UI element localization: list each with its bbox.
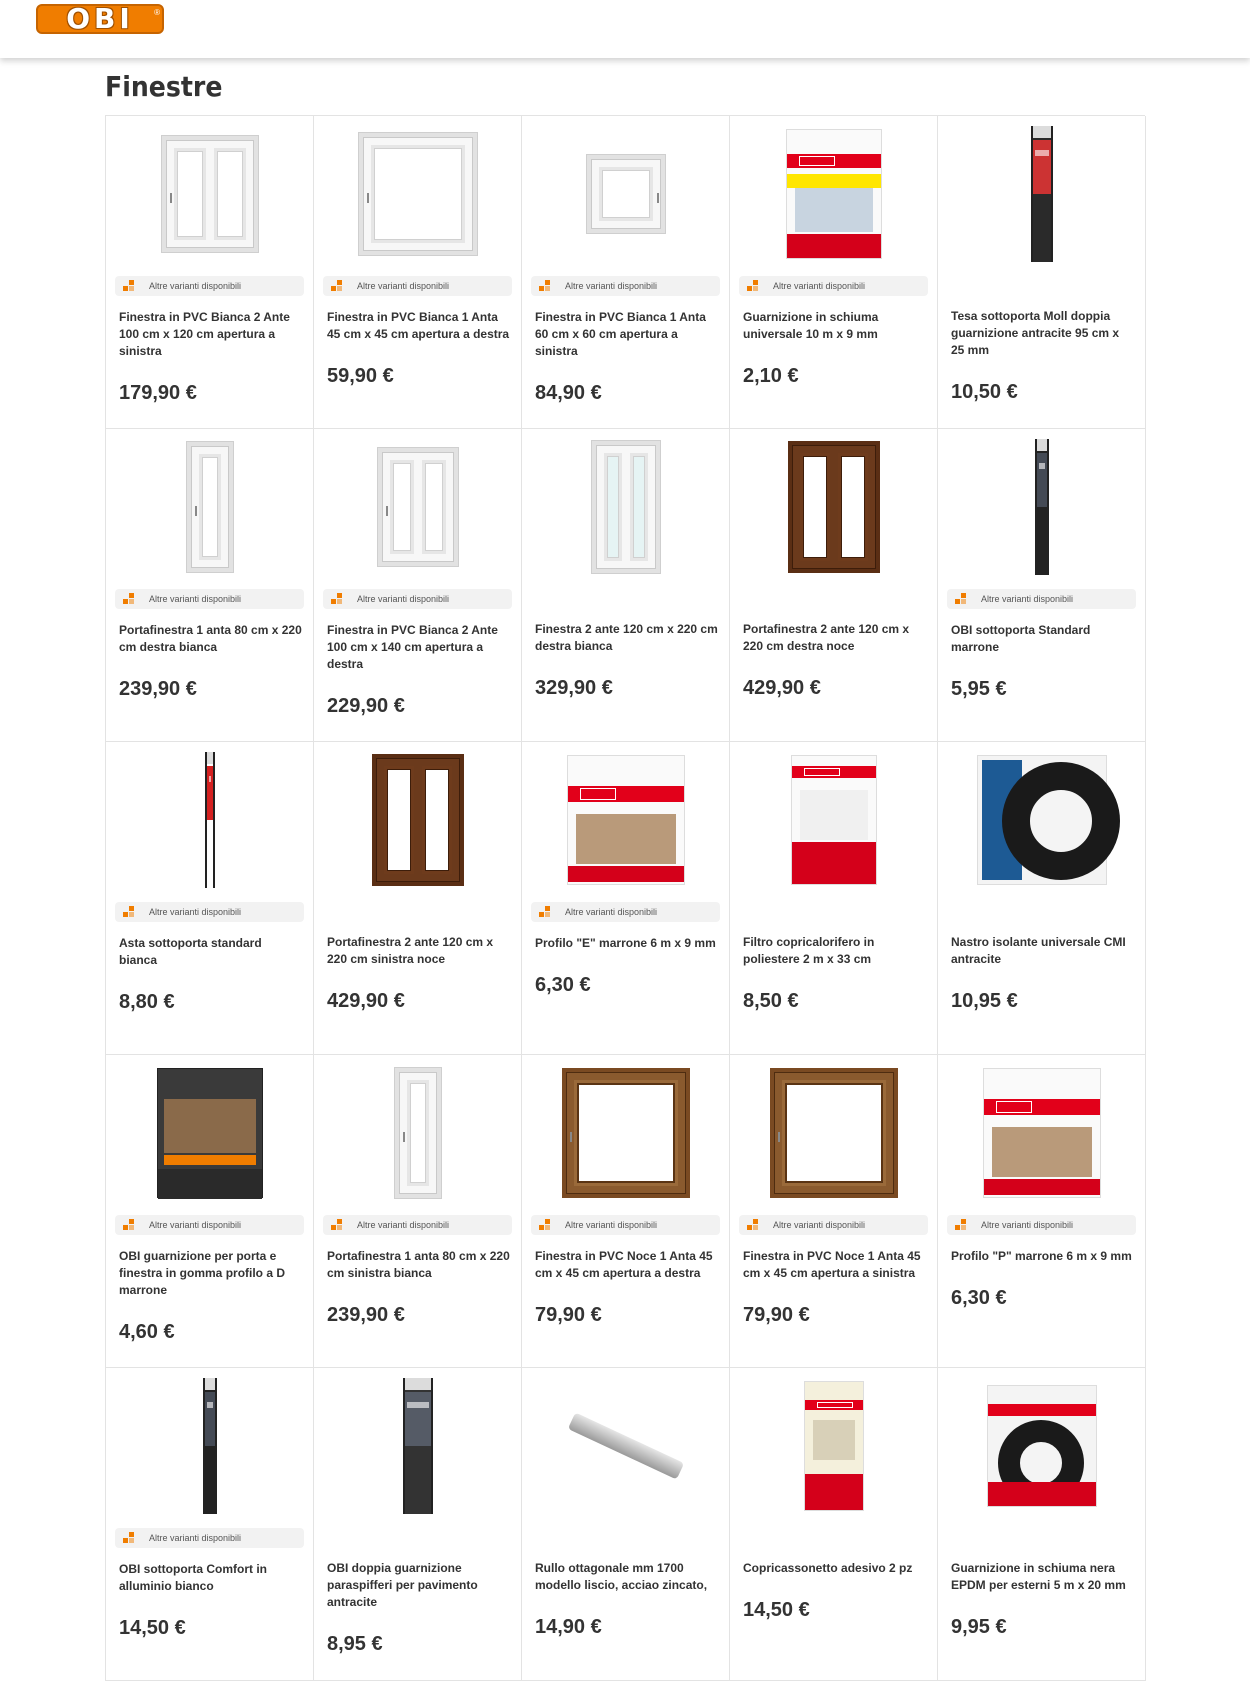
- product-image[interactable]: [532, 1376, 719, 1516]
- product-image[interactable]: [948, 750, 1135, 890]
- product-title[interactable]: Portafinestra 1 anta 80 cm x 220 cm sinistra bianca: [327, 1249, 510, 1280]
- product-title[interactable]: Filtro copricalorifero in poliestere 2 m x 33 cm: [743, 935, 875, 966]
- variants-label: Altre varianti disponibili: [565, 281, 658, 291]
- product-title[interactable]: Guarnizione in schiuma nera EPDM per esterni 5 m x 20 mm: [951, 1561, 1126, 1592]
- product-price: 79,90 €: [535, 1304, 602, 1326]
- product-price: 14,50 €: [119, 1617, 186, 1639]
- variants-icon: [955, 593, 967, 605]
- product-price: 6,30 €: [535, 974, 591, 996]
- product-title[interactable]: OBI guarnizione per porta e finestra in gomma profilo a D marrone: [119, 1249, 286, 1297]
- variants-icon: [331, 280, 343, 292]
- variants-icon: [539, 906, 551, 918]
- product-card[interactable]: [314, 1055, 522, 1368]
- product-image[interactable]: [324, 437, 511, 577]
- product-title[interactable]: Copricassonetto adesivo 2 pz: [743, 1561, 913, 1575]
- variants-label: Altre varianti disponibili: [565, 907, 658, 917]
- obi-logo[interactable]: [36, 4, 164, 34]
- product-title[interactable]: Finestra 2 ante 120 cm x 220 cm destra bianca: [535, 622, 718, 653]
- product-price: 84,90 €: [535, 382, 602, 404]
- product-card[interactable]: [314, 429, 522, 742]
- variants-badge[interactable]: [739, 276, 928, 296]
- product-card[interactable]: [314, 742, 522, 1055]
- product-card[interactable]: [522, 116, 730, 429]
- page-title: Finestre: [105, 70, 223, 103]
- variants-badge[interactable]: [115, 276, 304, 296]
- product-title[interactable]: Finestra in PVC Bianca 2 Ante 100 cm x 140 cm apertura a destra: [327, 623, 498, 671]
- product-title[interactable]: Portafinestra 2 ante 120 cm x 220 cm sinistra noce: [327, 935, 494, 966]
- product-price: 6,30 €: [951, 1287, 1007, 1309]
- product-card[interactable]: [106, 116, 314, 429]
- product-price: 8,95 €: [327, 1633, 383, 1655]
- variants-badge[interactable]: [323, 589, 512, 609]
- variants-icon: [123, 906, 135, 918]
- product-price: 8,80 €: [119, 991, 175, 1013]
- logo-text: OBI: [66, 2, 134, 35]
- product-card[interactable]: [730, 1055, 938, 1368]
- product-title[interactable]: OBI doppia guarnizione paraspifferi per pavimento antracite: [327, 1561, 478, 1609]
- variants-label: Altre varianti disponibili: [149, 1220, 242, 1230]
- product-image[interactable]: [324, 1376, 511, 1516]
- product-price: 239,90 €: [327, 1304, 405, 1326]
- product-grid: [105, 115, 1145, 1681]
- product-card[interactable]: [314, 1368, 522, 1681]
- variants-label: Altre varianti disponibili: [773, 281, 866, 291]
- product-price: 429,90 €: [743, 677, 821, 699]
- product-image[interactable]: [324, 1063, 511, 1203]
- product-price: 10,95 €: [951, 990, 1018, 1012]
- product-price: 10,50 €: [951, 381, 1018, 403]
- product-card[interactable]: [730, 429, 938, 742]
- variants-badge[interactable]: [531, 276, 720, 296]
- product-title[interactable]: OBI sottoporta Comfort in alluminio bianco: [119, 1562, 267, 1593]
- logo-mark: ®: [154, 8, 160, 17]
- variants-label: Altre varianti disponibili: [149, 907, 242, 917]
- variants-icon: [123, 280, 135, 292]
- variants-icon: [747, 1219, 759, 1231]
- product-card[interactable]: [106, 1055, 314, 1368]
- variants-label: Altre varianti disponibili: [149, 281, 242, 291]
- variants-badge[interactable]: [323, 1215, 512, 1235]
- product-title[interactable]: Finestra in PVC Bianca 1 Anta 60 cm x 60 cm apertura a sinistra: [535, 310, 706, 358]
- variants-icon: [331, 1219, 343, 1231]
- site-header: [0, 0, 1250, 58]
- product-price: 14,90 €: [535, 1616, 602, 1638]
- product-card[interactable]: [938, 742, 1146, 1055]
- product-image[interactable]: [948, 437, 1135, 577]
- product-card[interactable]: [938, 1368, 1146, 1681]
- product-card[interactable]: [106, 429, 314, 742]
- product-title[interactable]: OBI sottoporta Standard marrone: [951, 623, 1091, 654]
- product-image[interactable]: [948, 124, 1135, 264]
- product-image[interactable]: [740, 1376, 927, 1516]
- product-image[interactable]: [116, 437, 303, 577]
- variants-badge[interactable]: [115, 1528, 304, 1548]
- variants-icon: [123, 1219, 135, 1231]
- product-image[interactable]: [740, 750, 927, 890]
- product-title[interactable]: Finestra in PVC Noce 1 Anta 45 cm x 45 cm apertura a destra: [535, 1249, 713, 1280]
- product-image[interactable]: [116, 124, 303, 264]
- product-card[interactable]: [730, 116, 938, 429]
- product-title[interactable]: Guarnizione in schiuma universale 10 m x 9 mm: [743, 310, 879, 341]
- variants-icon: [539, 1219, 551, 1231]
- product-image[interactable]: [532, 750, 719, 890]
- variants-badge[interactable]: [115, 1215, 304, 1235]
- product-title[interactable]: Finestra in PVC Bianca 1 Anta 45 cm x 45 cm apertura a destra: [327, 310, 510, 341]
- variants-badge[interactable]: [115, 589, 304, 609]
- product-title[interactable]: Finestra in PVC Bianca 2 Ante 100 cm x 120 cm apertura a sinistra: [119, 310, 290, 358]
- variants-icon: [747, 280, 759, 292]
- product-card[interactable]: [106, 1368, 314, 1681]
- variants-badge[interactable]: [531, 1215, 720, 1235]
- variants-label: Altre varianti disponibili: [773, 1220, 866, 1230]
- product-title[interactable]: Portafinestra 2 ante 120 cm x 220 cm destra noce: [743, 622, 910, 653]
- variants-icon: [955, 1219, 967, 1231]
- variants-label: Altre varianti disponibili: [149, 594, 242, 604]
- variants-badge[interactable]: [947, 1215, 1136, 1235]
- product-card[interactable]: [938, 429, 1146, 742]
- variants-label: Altre varianti disponibili: [981, 594, 1074, 604]
- product-card[interactable]: [730, 1368, 938, 1681]
- product-image[interactable]: [740, 1063, 927, 1203]
- variants-icon: [539, 280, 551, 292]
- variants-badge[interactable]: [947, 589, 1136, 609]
- product-card[interactable]: [730, 742, 938, 1055]
- product-price: 79,90 €: [743, 1304, 810, 1326]
- product-price: 229,90 €: [327, 695, 405, 717]
- product-image[interactable]: [324, 750, 511, 890]
- product-price: 9,95 €: [951, 1616, 1007, 1638]
- variants-label: Altre varianti disponibili: [981, 1220, 1074, 1230]
- product-price: 429,90 €: [327, 990, 405, 1012]
- product-card[interactable]: [522, 1368, 730, 1681]
- product-title[interactable]: Asta sottoporta standard bianca: [119, 936, 262, 967]
- variants-label: Altre varianti disponibili: [565, 1220, 658, 1230]
- product-card[interactable]: [522, 429, 730, 742]
- product-price: 179,90 €: [119, 382, 197, 404]
- variants-label: Altre varianti disponibili: [357, 281, 450, 291]
- product-title[interactable]: Rullo ottagonale mm 1700 modello liscio, acciao zincato,: [535, 1561, 708, 1592]
- product-image[interactable]: [740, 437, 927, 577]
- product-price: 8,50 €: [743, 990, 799, 1012]
- variants-label: Altre varianti disponibili: [357, 1220, 450, 1230]
- product-image[interactable]: [116, 750, 303, 890]
- product-card[interactable]: [938, 116, 1146, 429]
- product-card[interactable]: [314, 116, 522, 429]
- product-price: 2,10 €: [743, 365, 799, 387]
- variants-badge[interactable]: [323, 276, 512, 296]
- product-image[interactable]: [948, 1376, 1135, 1516]
- product-image[interactable]: [532, 1063, 719, 1203]
- product-title[interactable]: Profilo "E" marrone 6 m x 9 mm: [535, 936, 716, 950]
- product-title[interactable]: Portafinestra 1 anta 80 cm x 220 cm destra bianca: [119, 623, 302, 654]
- variants-icon: [123, 1532, 135, 1544]
- product-price: 329,90 €: [535, 677, 613, 699]
- product-card[interactable]: [522, 742, 730, 1055]
- product-image[interactable]: [532, 437, 719, 577]
- product-image[interactable]: [948, 1063, 1135, 1203]
- variants-label: Altre varianti disponibili: [149, 1533, 242, 1543]
- product-price: 14,50 €: [743, 1599, 810, 1621]
- product-price: 5,95 €: [951, 678, 1007, 700]
- variants-badge[interactable]: [115, 902, 304, 922]
- product-card[interactable]: [522, 1055, 730, 1368]
- product-price: 4,60 €: [119, 1321, 175, 1343]
- variants-icon: [123, 593, 135, 605]
- product-card[interactable]: [938, 1055, 1146, 1368]
- product-image[interactable]: [532, 124, 719, 264]
- variants-label: Altre varianti disponibili: [357, 594, 450, 604]
- product-title[interactable]: Profilo "P" marrone 6 m x 9 mm: [951, 1249, 1132, 1263]
- product-image[interactable]: [324, 124, 511, 264]
- product-image[interactable]: [116, 1063, 303, 1203]
- product-image[interactable]: [116, 1376, 303, 1516]
- product-title[interactable]: Nastro isolante universale CMI antracite: [951, 935, 1126, 966]
- product-image[interactable]: [740, 124, 927, 264]
- product-title[interactable]: Tesa sottoporta Moll doppia guarnizione antracite 95 cm x 25 mm: [951, 309, 1120, 357]
- product-price: 239,90 €: [119, 678, 197, 700]
- variants-icon: [331, 593, 343, 605]
- product-card[interactable]: [106, 742, 314, 1055]
- variants-badge[interactable]: [531, 902, 720, 922]
- product-price: 59,90 €: [327, 365, 394, 387]
- variants-badge[interactable]: [739, 1215, 928, 1235]
- product-title[interactable]: Finestra in PVC Noce 1 Anta 45 cm x 45 cm apertura a sinistra: [743, 1249, 921, 1280]
